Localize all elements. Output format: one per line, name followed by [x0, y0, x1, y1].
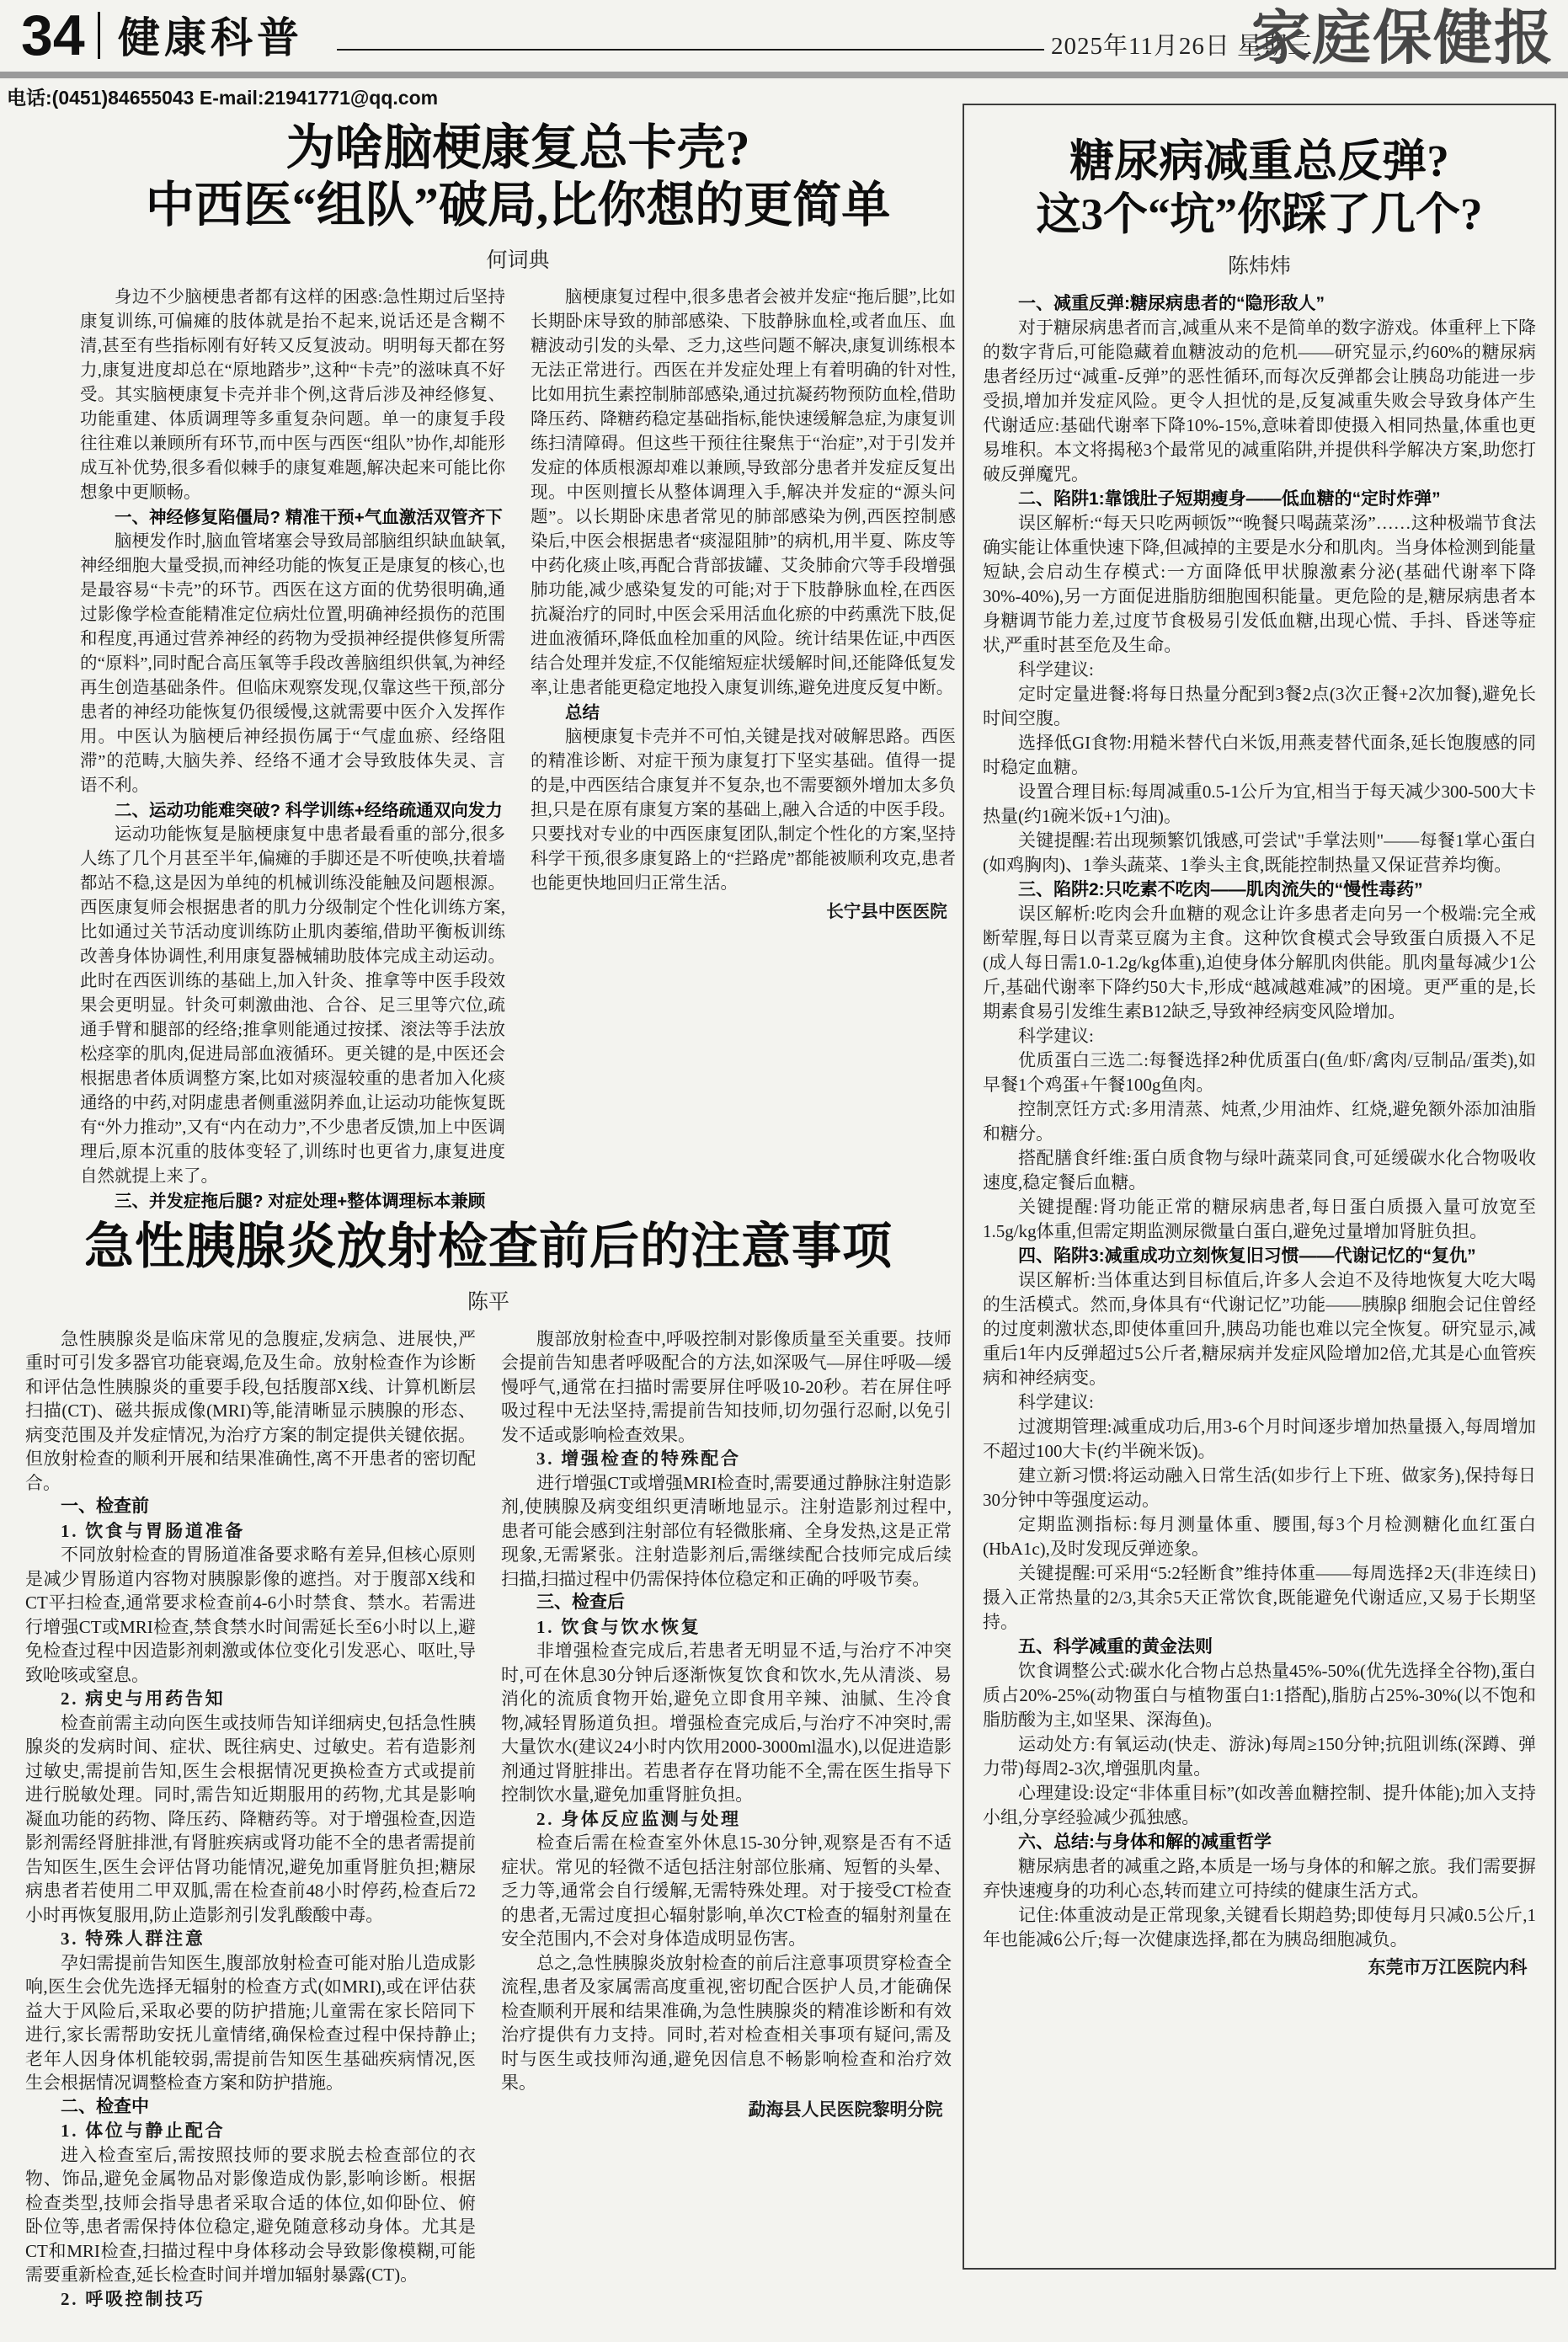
paragraph: 科学建议:: [1018, 659, 1094, 680]
paragraph: 误区解析:当体重达到目标值后,许多人会迫不及待地恢复大吃大喝的生活模式。然而,身体具有“代谢记忆”功能——胰腺β 细胞会记住曾经的过度刺激状态,即使体重回升,胰岛功能也难以完全恢复。研究显示,减重后1年内反弹超过5公斤者,糖尿病并发症风险增加2倍,尤其是心血管疾病和神经病变。: [983, 1270, 1536, 1389]
section-heading: 五、科学减重的黄金法则: [1018, 1637, 1213, 1657]
paragraph: 糖尿病患者的减重之路,本质是一场与身体的和解之旅。我们需要摒弃快速瘦身的功利心态,转而建立可持续的健康生活方式。: [983, 1856, 1536, 1902]
section-title: 健康科普: [118, 14, 303, 61]
paragraph: 运动处方:有氧运动(快走、游泳)每周≥150分钟;抗阻训练(深蹲、弹力带)每周2-3次,增强肌肉量。: [983, 1734, 1536, 1779]
paragraph: 控制烹饪方式:多用清蒸、炖煮,少用油炸、红烧,避免额外添加油脂和糖分。: [983, 1099, 1536, 1144]
paragraph: 选择低GI食物:用糙米替代白米饭,用燕麦替代面条,延长饱腹感的同时稳定血糖。: [983, 733, 1536, 778]
sub-heading: 3. 增强检查的特殊配合: [536, 1448, 741, 1470]
header-divider-bar: [98, 12, 100, 59]
section-heading: 一、检查前: [61, 1496, 149, 1517]
paragraph: 饮食调整公式:碳水化合物占总热量45%-50%(优先选择全谷物),蛋白质占20%-25%(动物蛋白与植物蛋白1:1搭配),脂肪占25%-30%(以不饱和脂肪酸为主,如坚果、深海鱼)。: [983, 1661, 1536, 1731]
article-diabetes-weight: [963, 104, 1556, 2270]
section-heading: 一、神经修复陷僵局? 精准干预+气血激活双管齐下: [115, 507, 503, 527]
paragraph: 关键提醒:若出现频繁饥饿感,可尝试"手掌法则"——每餐1掌心蛋白(如鸡胸肉)、1拳头蔬菜、1拳头主食,既能控制热量又保证营养均衡。: [983, 830, 1536, 876]
sub-heading: 2. 病史与用药告知: [61, 1688, 226, 1710]
section-heading: 六、总结:与身体和解的减重哲学: [1018, 1833, 1272, 1853]
article1-byline: 何词典: [486, 248, 550, 272]
section-heading: 总结: [565, 702, 600, 723]
section-heading: 一、减重反弹:糖尿病患者的“隐形敌人”: [1018, 294, 1325, 314]
paragraph: 总之,急性胰腺炎放射检查的前后注意事项贯穿检查全流程,患者及家属需高度重视,密切配合医护人员,才能确保检查顺利开展和结果准确,为急性胰腺炎的精准诊断和有效治疗提供有力支持。同时,若对检查相关事项有疑问,需及时与医生或技师沟通,避免因信息不畅影响检查和治疗效果。: [501, 1952, 952, 2094]
article3-byline: 陈炜炜: [1227, 255, 1291, 279]
contact-info: 电话:(0451)84655043 E-mail:21941771@qq.com: [7, 87, 439, 109]
sub-heading: 1. 饮食与饮水恢复: [536, 1616, 701, 1637]
paragraph: 误区解析:吃肉会升血糖的观念让许多患者走向另一个极端:完全戒断荤腥,每日以青菜豆腐为主食。这种饮食模式会导致蛋白质摄入不足(成人每日需1.0-1.2g/kg体重),迫使身体分解肌肉供能。肌肉量每减少1公斤,基础代谢率下降约50大卡,形成“越减越难减”的困境。更严重的是,长期素食易引发维生素B12缺乏,导致神经病变风险增加。: [983, 904, 1536, 1022]
header-rule-thick: [0, 72, 1568, 78]
signature: 东莞市万江医院内科: [1368, 1958, 1528, 1978]
paragraph: 检查前需主动向医生或技师告知详细病史,包括急性胰腺炎的发病时间、症状、既往病史、过敏史。若有造影剂过敏史,需提前告知,医生会根据情况更换检查方式或提前进行脱敏处理。同时,需告知近期服用的药物,尤其是影响凝血功能的药物、降压药、降糖药等。对于增强检查,因造影剂需经肾脏排泄,有肾脏疾病或肾功能不全的患者需提前告知医生,医生会评估肾功能情况,避免加重肾脏负担;糖尿病患者若使用二甲双胍,需在检查前48小时停药,检查后72小时再恢复服用,防止造影剂引发乳酸酸中毒。: [25, 1712, 476, 1925]
paragraph: 设置合理目标:每周减重0.5-1公斤为宜,相当于每天减少300-500大卡热量(约1碗米饭+1勺油)。: [983, 782, 1536, 827]
paragraph: 优质蛋白三选二:每餐选择2种优质蛋白(鱼/虾/禽肉/豆制品/蛋类),如早餐1个鸡蛋+午餐100g鱼肉。: [983, 1050, 1536, 1096]
paragraph: 搭配膳食纤维:蛋白质食物与绿叶蔬菜同食,可延缓碳水化合物吸收速度,稳定餐后血糖。: [983, 1148, 1536, 1193]
paragraph: 脑梗康复卡壳并不可怕,关键是找对破解思路。西医的精准诊断、对症干预为康复打下坚实基础。值得一提的是,中西医结合康复并不复杂,也不需要额外增加太多负担,只是在原有康复方案的基础上,融入合适的中医手段。只要找对专业的中西医康复团队,制定个性化的方案,坚持科学干预,很多康复路上的“拦路虎”都能被顺利攻克,患者也能更快地回归正常生活。: [531, 727, 956, 893]
section-heading: 二、检查中: [61, 2096, 149, 2116]
sub-heading: 2. 身体反应监测与处理: [536, 1808, 741, 1829]
sub-heading: 3. 特殊人群注意: [61, 1929, 205, 1950]
paragraph: 心理建设:设定“非体重目标”(如改善血糖控制、提升体能);加入支持小组,分享经验减少孤独感。: [983, 1783, 1536, 1828]
section-heading: 三、陷阱2:只吃素不吃肉——肌肉流失的“慢性毒药”: [1018, 880, 1423, 900]
paragraph: 定期监测指标:每月测量体重、腰围,每3个月检测糖化血红蛋白(HbA1c),及时发现反弹迹象。: [983, 1514, 1536, 1560]
paragraph: 过渡期管理:减重成功后,用3-6个月时间逐步增加热量摄入,每周增加不超过100大卡(约半碗米饭)。: [983, 1416, 1536, 1462]
article1-title-line2: 中西医“组队”破局,比你想的更简单: [145, 178, 891, 233]
paragraph: 运动功能恢复是脑梗康复中患者最看重的部分,很多人练了几个月甚至半年,偏瘫的手脚还是不听使唤,扶着墙都站不稳,这是因为单纯的机械训练没能触及问题根源。西医康复师会根据患者的肌力分级制定个性化训练方案,比如通过关节活动度训练防止肌肉萎缩,借助平衡板训练改善身体协调性,利用康复器械辅助肢体完成主动运动。此时在西医训练的基础上,加入针灸、推拿等中医手段效果会更明显。针灸可刺激曲池、合谷、足三里等穴位,疏通手臂和腿部的经络;推拿则能通过按揉、滚法等手法放松痉挛的肌肉,促进局部血液循环。更关键的是,中医还会根据患者体质调整方案,比如对痰湿较重的患者加入化痰通络的中药,对阴虚患者侧重滋阴养血,让运动功能恢复既有“外力推动”,又有“内在动力”,不少患者反馈,加上中医调理后,原本沉重的肢体变轻了,训练时也更省力,康复进度自然就提上来了。: [80, 824, 505, 1186]
article2-byline: 陈平: [467, 1290, 509, 1314]
signature: 长宁县中医医院: [826, 901, 947, 921]
paragraph: 对于糖尿病患者而言,减重从来不是简单的数字游戏。体重秤上下降的数字背后,可能隐藏着血糖波动的危机——研究显示,约60%的糖尿病患者经历过“减重-反弹”的恶性循环,而每次反弹都会让胰岛功能进一步受损,增加并发症风险。更令人担忧的是,反复减重失败会导致身体产生代谢适应:基础代谢率下降10%-15%,意味着即使摄入相同热量,体重也更易堆积。本文将揭秘3个最常见的减重陷阱,并提供科学解决方案,助您打破反弹魔咒。: [983, 317, 1536, 485]
paragraph: 急性胰腺炎是临床常见的急腹症,发病急、进展快,严重时可引发多器官功能衰竭,危及生命。放射检查作为诊断和评估急性胰腺炎的重要手段,包括腹部X线、计算机断层扫描(CT)、磁共振成像(MRI)等,能清晰显示胰腺的形态、病变范围及并发症情况,为治疗方案的制定提供关键依据。但放射检查的顺利开展和结果准确性,离不开患者的密切配合。: [25, 1328, 476, 1493]
paragraph: 进行增强CT或增强MRI检查时,需要通过静脉注射造影剂,使胰腺及病变组织更清晰地显示。注射造影剂过程中,患者可能会感到注射部位有轻微胀痛、全身发热,这是正常现象,无需紧张。注射造影剂后,需继续配合技师完成后续扫描,扫描过程中仍需保持体位稳定和正确的呼吸节奏。: [501, 1472, 952, 1589]
paragraph: 关键提醒:可采用“5:2轻断食”维持体重——每周选择2天(非连续日)摄入正常热量的2/3,其余5天正常饮食,既能避免代谢适应,又易于长期坚持。: [983, 1563, 1536, 1633]
paragraph: 定时定量进餐:将每日热量分配到3餐2点(3次正餐+2次加餐),避免长时间空腹。: [983, 684, 1536, 729]
article-pancreatitis-exam: [25, 1218, 952, 2326]
sub-heading: 1. 体位与静止配合: [61, 2121, 226, 2142]
signature: 勐海县人民医院黎明分院: [748, 2099, 943, 2120]
section-heading: 二、运动功能难突破? 科学训练+经络疏通双向发力: [115, 800, 503, 820]
section-heading: 四、陷阱3:减重成功立刻恢复旧习惯——代谢记忆的“复仇”: [1018, 1246, 1476, 1267]
paragraph: 建立新习惯:将运动融入日常生活(如步行上下班、做家务),保持每日30分钟中等强度运动。: [983, 1465, 1536, 1511]
article3-title-line2: 这3个“坑”你踩了几个?: [1036, 189, 1483, 239]
article3-title-line1: 糖尿病减重总反弹?: [1069, 137, 1449, 186]
paragraph: 孕妇需提前告知医生,腹部放射检查可能对胎儿造成影响,医生会优先选择无辐射的检查方式(如MRI),或在评估获益大于风险后,采取必要的防护措施;儿童需在家长陪同下进行,家长需帮助安抚儿童情绪,确保检查过程中保持静止;老年人因身体机能较弱,需提前告知医生基础疾病情况,医生会根据情况调整检查方案和防护措施。: [25, 1952, 476, 2094]
article1-title-line1: 为啥脑梗康复总卡壳?: [285, 120, 750, 175]
paragraph: 检查后需在检查室外休息15-30分钟,观察是否有不适症状。常见的轻微不适包括注射部位胀痛、短暂的头晕、乏力等,通常会自行缓解,无需特殊处理。对于接受CT检查的患者,无需过度担心辐射影响,单次CT检查的辐射剂量在安全范围内,不会对身体造成明显伤害。: [501, 1833, 952, 1950]
article2-body: [25, 1327, 952, 2326]
issue-date: 2025年11月26日 星期三: [1051, 33, 1314, 60]
paragraph: 科学建议:: [1018, 1026, 1094, 1047]
paragraph: 腹部放射检查中,呼吸控制对影像质量至关重要。技师会提前告知患者呼吸配合的方法,如深吸气—屏住呼吸—缓慢呼气,通常在扫描时需要屏住呼吸10-20秒。若在屏住呼吸过程中无法坚持,需提前告知技师,切勿强行忍耐,以免引发不适或影响检查效果。: [501, 1328, 952, 1445]
paragraph: 科学建议:: [1018, 1392, 1094, 1413]
paragraph: 关键提醒:肾功能正常的糖尿病患者,每日蛋白质摄入量可放宽至1.5g/kg体重,但需定期监测尿微量白蛋白,避免过量增加肾脏负担。: [983, 1197, 1536, 1242]
article-stroke-rehab: [80, 120, 956, 1217]
article3-body: [983, 291, 1536, 2186]
paragraph: 脑梗发作时,脑血管堵塞会导致局部脑组织缺血缺氧,神经细胞大量受损,而神经功能的恢复正是康复的核心,也是最容易“卡壳”的环节。西医在这方面的优势很明确,通过影像学检查能精准定位病灶位置,明确神经损伤的范围和程度,再通过营养神经的药物为受损神经提供修复所需的“原料”,同时配合高压氧等手段改善脑组织供氧,为神经再生创造基础条件。但临床观察发现,仅靠这些干预,部分患者的神经功能恢复仍很缓慢,这就需要中医介入发挥作用。中医认为脑梗后神经损伤属于“气虚血瘀、经络阻滞”的范畴,大脑失养、经络不通才会导致肢体失灵、言语不利。: [80, 531, 505, 795]
paragraph: 进入检查室后,需按照技师的要求脱去检查部位的衣物、饰品,避免金属物品对影像造成伪影,影响诊断。根据检查类型,技师会指导患者采取合适的体位,如仰卧位、俯卧位等,患者需保持体位稳定,避免随意移动身体。尤其是CT和MRI检查,扫描过程中身体移动会导致影像模糊,可能需要重新检查,延长检查时间并增加辐射暴露(CT)。: [25, 2144, 476, 2286]
header-rule-thin: [337, 49, 1044, 51]
section-heading: 二、陷阱1:靠饿肚子短期瘦身——低血糖的“定时炸弹”: [1018, 489, 1441, 509]
paragraph: 脑梗康复过程中,很多患者会被并发症“拖后腿”,比如长期卧床导致的肺部感染、下肢静脉血栓,或者血压、血糖波动引发的头晕、乏力,这些问题不解决,康复训练根本无法正常进行。西医在并发症处理上有着明确的针对性,比如用抗生素控制肺部感染,通过抗凝药物预防血栓,借助降压药、降糖药稳定基础指标,能快速缓解急症,为康复训练扫清障碍。但这些干预往往聚焦于“治症”,对于引发并发症的体质根源却难以兼顾,导致部分患者并发症反复出现。中医则擅长从整体调理入手,解决并发症的“源头问题”。以长期卧床患者常见的肺部感染为例,西医控制感染后,中医会根据患者“痰湿阻肺”的病机,用半夏、陈皮等中药化痰止咳,再配合背部拔罐、艾灸肺俞穴等手段增强肺功能,减少感染复发的可能;对于下肢静脉血栓,在西医抗凝治疗的同时,中医会采用活血化瘀的中药熏洗下肢,促进血液循环,降低血栓加重的风险。统计结果佐证,中西医结合处理并发症,不仅能缩短症状缓解时间,还能降低复发率,让患者能更稳定地投入康复训练,避免进度反复中断。: [531, 287, 956, 697]
page-number: 34: [21, 3, 85, 67]
article2-title: 急性胰腺炎放射检查前后的注意事项: [83, 1219, 893, 1274]
masthead-title: 家庭保健报: [1251, 7, 1555, 72]
paragraph: 记住:体重波动是正常现象,关键看长期趋势;即使每月只减0.5公斤,1年也能减6公斤;每一次健康选择,都在为胰岛细胞减负。: [983, 1905, 1536, 1950]
paragraph: 误区解析:“每天只吃两顿饭”“晚餐只喝蔬菜汤”……这种极端节食法确实能让体重快速下降,但减掉的主要是水分和肌肉。当身体检测到能量短缺,会启动生存模式:一方面降低甲状腺激素分泌(基础代谢率下降30%-40%),另一方面促进脂肪细胞囤积能量。更危险的是,糖尿病患者本身糖调节能力差,过度节食极易引发低血糖,出现心慌、手抖、昏迷等症状,严重时甚至危及生命。: [983, 513, 1536, 656]
section-heading: 三、并发症拖后腿? 对症处理+整体调理标本兼顾: [115, 1191, 486, 1211]
section-heading: 三、检查后: [536, 1592, 625, 1613]
sub-heading: 2. 呼吸控制技巧: [61, 2288, 205, 2309]
paragraph: 身边不少脑梗患者都有这样的困惑:急性期过后坚持康复训练,可偏瘫的肢体就是抬不起来,说话还是含糊不清,甚至有些指标刚有好转又反复波动。明明每天都在努力,康复进度却总在“原地踏步”,这种“卡壳”的滋味真不好受。其实脑梗康复卡壳并非个例,这背后涉及神经修复、功能重建、体质调理等多重复杂问题。单一的康复手段往往难以兼顾所有环节,而中医与西医“组队”协作,却能形成互补优势,很多看似棘手的康复难题,解决起来可能比你想象中更顺畅。: [80, 287, 505, 502]
paragraph: 不同放射检查的胃肠道准备要求略有差异,但核心原则是减少胃肠道内容物对胰腺影像的遮挡。对于腹部X线和CT平扫检查,通常要求检查前4-6小时禁食、禁水。若需进行增强CT或MRI检查,禁食禁水时间需延长至6小时以上,避免检查过程中因造影剂刺激或体位变化引发恶心、呕吐,导致呛咳或窒息。: [25, 1544, 476, 1685]
article1-body: [80, 285, 956, 1217]
paragraph: 非增强检查完成后,若患者无明显不适,与治疗不冲突时,可在休息30分钟后逐渐恢复饮食和饮水,先从清淡、易消化的流质食物开始,避免立即食用辛辣、油腻、生冷食物,减轻胃肠道负担。增强检查完成后,与治疗不冲突时,需大量饮水(建议24小时内饮用2000-3000ml温水),以促进造影剂通过肾脏排出。若患者存在肾功能不全,需在医生指导下控制饮水量,避免加重肾脏负担。: [501, 1640, 952, 1806]
sub-heading: 1. 饮食与胃肠道准备: [61, 1520, 246, 1541]
